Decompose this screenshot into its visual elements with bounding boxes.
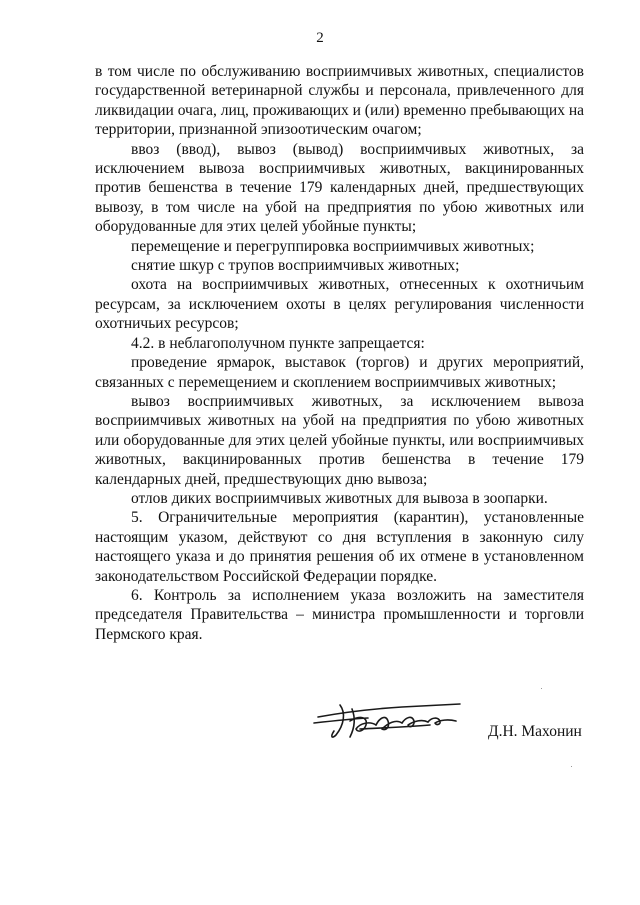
paragraph: ввоз (ввод), вывоз (вывод) восприимчивых животных, за исключением вывоза восприимчивых животных, вакцинированных против бешенства в течение 179 календарных дней, предшествующих вывозу, в том числе на убой на предприятия по убою животных или оборудованные для этих целей убойные пункты; <box>95 140 584 236</box>
paragraph: 5. Ограничительные мероприятия (карантин), установленные настоящим указом, действуют со дня вступления в законную силу настоящего указа и до принятия решения об их отмене в установленном законодательством Российской Федерации порядке. <box>95 509 584 585</box>
scan-speck <box>541 688 542 689</box>
page-number: 2 <box>316 30 324 46</box>
paragraph: вывоз восприимчивых животных, за исключением вывоза восприимчивых животных на убой на предприятия по убою животных или оборудованные для этих целей убойные пункты, или восприимчивых животных, вакцинированных против бешенства в течение 179 календарных дней, предшествующих дню вывоза; <box>95 392 584 488</box>
paragraph: перемещение и перегруппировка восприимчивых животных; <box>131 237 535 255</box>
paragraph: в том числе по обслуживанию восприимчивых животных, специалистов государственной ветеринарной службы и персонала, привлеченного для ликвидации очага, лиц, проживающих и (или) временно пребывающих на территории, признанной эпизоотическим очагом; <box>95 63 584 139</box>
paragraph: снятие шкур с трупов восприимчивых животных; <box>131 257 460 275</box>
handwritten-signature <box>310 695 470 745</box>
paragraph: 6. Контроль за исполнением указа возложить на заместителя председателя Правительства – министра промышленности и торговли Пермского края. <box>95 586 584 643</box>
signature-block <box>300 695 600 755</box>
paragraph: 4.2. в неблагополучном пункте запрещается: <box>131 334 425 352</box>
scan-speck <box>571 766 572 767</box>
paragraph: охота на восприимчивых животных, отнесенных к охотничьим ресурсам, за исключением охоты в целях регулирования численности охотничьих ресурсов; <box>95 276 584 333</box>
document-body <box>95 62 584 644</box>
paragraph: проведение ярмарок, выставок (торгов) и других мероприятий, связанных с перемещением и скоплением восприимчивых животных; <box>95 354 584 391</box>
paragraph: отлов диких восприимчивых животных для вывоза в зоопарки. <box>131 489 548 507</box>
signatory-name: Д.Н. Махонин <box>488 723 582 740</box>
